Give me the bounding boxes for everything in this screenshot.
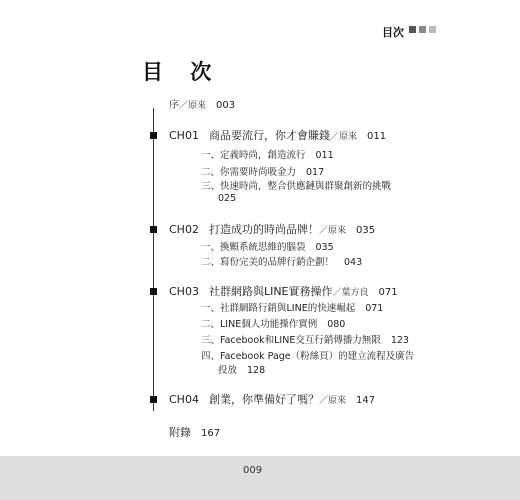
- page-number: 009: [243, 465, 263, 476]
- appendix-page: 167: [201, 428, 221, 439]
- section-page: 123: [390, 335, 409, 346]
- chapter-title: 社群網路與LINE實務操作: [208, 285, 333, 298]
- header-square: [409, 26, 416, 33]
- preface-label: 序: [169, 100, 179, 111]
- section-page: 080: [327, 319, 346, 330]
- section-text: 一、社群網路行銷與LINE的快速崛起: [201, 303, 356, 314]
- section-entry: [201, 300, 383, 314]
- chapter-marker: [150, 396, 157, 403]
- chapter-page: 035: [355, 225, 376, 236]
- chapter-label: CH03: [169, 285, 199, 298]
- section-page: 017: [306, 167, 325, 178]
- section-tag: 目次: [382, 26, 404, 39]
- chapter-author: ／葉方良: [332, 288, 369, 298]
- section-page: 035: [315, 242, 334, 253]
- section-entry: [218, 193, 236, 204]
- chapter-page: 011: [366, 131, 387, 142]
- section-page: 043: [344, 257, 363, 268]
- header-decoration: [409, 26, 436, 33]
- section-page: 011: [315, 150, 334, 161]
- section-text: 二、寫份完美的品牌行銷企劃！: [201, 257, 335, 268]
- chapter-label: CH02: [169, 223, 199, 236]
- chapter-page: 071: [378, 287, 398, 298]
- footer-band: [0, 456, 520, 500]
- section-entry: [201, 147, 334, 161]
- section-text: 投放: [218, 365, 238, 376]
- section-entry: [201, 239, 334, 253]
- section-text: 三、快速時尚，整合供應鏈與群聚創新的挑戰: [201, 181, 392, 192]
- chapter-label: CH01: [169, 129, 199, 142]
- chapter-label: CH04: [169, 393, 199, 406]
- chapter-entry-ch02: [169, 221, 375, 237]
- section-entry: [201, 164, 324, 178]
- chapter-author: ／原來: [318, 226, 346, 236]
- header-square: [419, 26, 426, 33]
- section-page: 025: [218, 193, 237, 204]
- section-text: 四、Facebook Page（粉絲頁）的建立流程及廣告: [201, 351, 415, 362]
- chapter-author: ／原來: [318, 396, 346, 406]
- preface-author: ／原來: [179, 101, 207, 111]
- chapter-entry-ch01: [169, 127, 386, 143]
- section-entry: [218, 362, 265, 376]
- preface-page: 003: [216, 100, 236, 111]
- chapter-title: 商品要流行，你才會賺錢: [208, 129, 330, 142]
- section-page: 128: [247, 365, 266, 376]
- footer-shape: [0, 456, 520, 500]
- chapter-title: 打造成功的時尚品牌！: [208, 223, 319, 236]
- section-entry: [201, 178, 391, 192]
- chapter-marker: [150, 288, 157, 295]
- section-entry: [201, 254, 362, 268]
- chapter-entry-ch04: [169, 391, 375, 407]
- chapter-title: 創業，你準備好了嗎？: [208, 393, 319, 406]
- section-text: 一、定義時尚，創造流行: [201, 150, 306, 161]
- appendix-label: 附錄: [169, 426, 191, 439]
- section-page: 071: [365, 303, 384, 314]
- page-title: 目 次: [142, 59, 222, 84]
- preface-entry: [169, 96, 235, 111]
- chapter-page: 147: [355, 395, 376, 406]
- section-text: 二、LINE個人功能操作實例: [201, 319, 318, 330]
- section-text: 三、Facebook和LINE交互行銷傳播力無限: [201, 335, 381, 346]
- chapter-author: ／原來: [329, 132, 357, 142]
- chapter-entry-ch03: [169, 283, 398, 299]
- section-entry: [201, 348, 414, 362]
- section-entry: [201, 316, 345, 330]
- section-entry: [201, 332, 409, 346]
- vertical-rule: [153, 108, 154, 411]
- chapter-marker: [150, 226, 157, 233]
- section-text: 一、換顆系統思維的腦袋: [201, 242, 306, 253]
- header-square: [429, 26, 436, 33]
- chapter-marker: [150, 132, 157, 139]
- appendix-entry: [169, 424, 220, 440]
- section-text: 二、你需要時尚吸金力: [201, 167, 297, 178]
